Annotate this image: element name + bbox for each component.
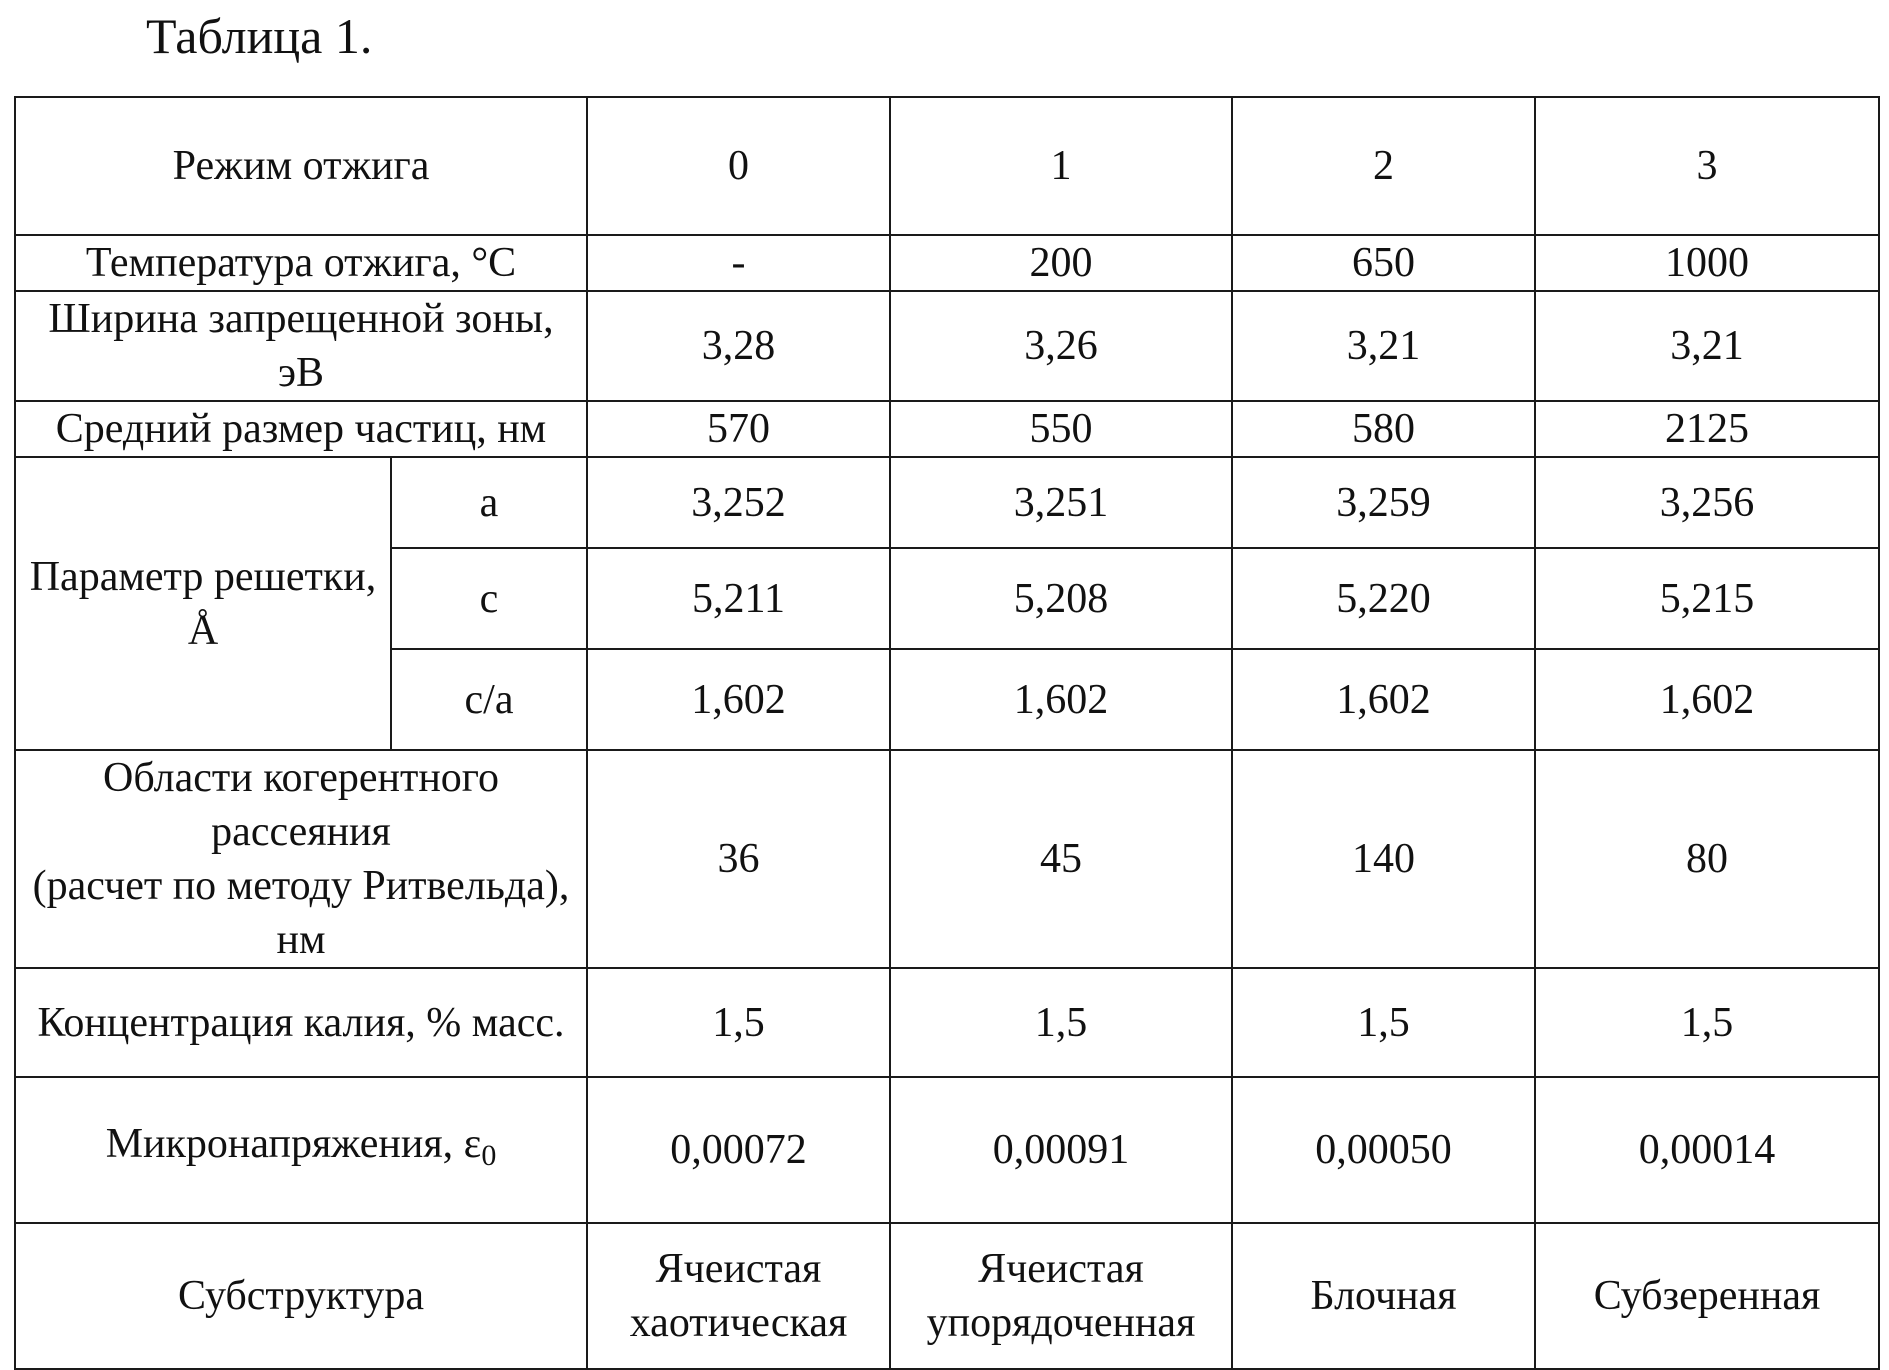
band-gap-label: Ширина запрещенной зоны, эВ [15, 291, 587, 401]
lattice-value: 5,208 [890, 548, 1232, 649]
substructure-label: Субструктура [15, 1223, 587, 1369]
particle-size-value: 550 [890, 401, 1232, 457]
table-row-mode [15, 97, 1879, 235]
coherent-scattering-value: 80 [1535, 750, 1879, 968]
lattice-param-name: c/a [391, 649, 587, 750]
lattice-value: 5,215 [1535, 548, 1879, 649]
lattice-value: 3,251 [890, 457, 1232, 548]
lattice-value: 5,220 [1232, 548, 1535, 649]
mode-2: 2 [1232, 97, 1535, 235]
annealing-table [14, 96, 1880, 1370]
substructure-value: Блочная [1232, 1223, 1535, 1369]
mode-0: 0 [587, 97, 890, 235]
lattice-label: Параметр решетки, Å [15, 457, 391, 750]
temperature-value: 1000 [1535, 235, 1879, 291]
table-row-potassium [15, 968, 1879, 1077]
table-row-lattice-a [15, 457, 1879, 548]
microstrain-label: Микронапряжения, ε [105, 1121, 482, 1167]
temperature-value: 200 [890, 235, 1232, 291]
substructure-value: Ячеистая хаотическая [587, 1223, 890, 1369]
lattice-value: 3,256 [1535, 457, 1879, 548]
microstrain-value: 0,00091 [890, 1077, 1232, 1223]
table-row-particle-size [15, 401, 1879, 457]
table-caption: Таблица 1. [146, 8, 373, 64]
substructure-value: Субзеренная [1535, 1223, 1879, 1369]
lattice-value: 1,602 [1232, 649, 1535, 750]
lattice-value: 3,252 [587, 457, 890, 548]
particle-size-value: 580 [1232, 401, 1535, 457]
lattice-value: 1,602 [890, 649, 1232, 750]
lattice-value: 1,602 [1535, 649, 1879, 750]
coherent-scattering-value: 140 [1232, 750, 1535, 968]
potassium-value: 1,5 [587, 968, 890, 1077]
band-gap-value: 3,21 [1232, 291, 1535, 401]
coherent-scattering-value: 36 [587, 750, 890, 968]
microstrain-value: 0,00014 [1535, 1077, 1879, 1223]
microstrain-label-cell [15, 1077, 587, 1223]
particle-size-value: 570 [587, 401, 890, 457]
lattice-param-name: a [391, 457, 587, 548]
temperature-label: Температура отжига, °С [15, 235, 587, 291]
potassium-value: 1,5 [890, 968, 1232, 1077]
temperature-value: - [587, 235, 890, 291]
table-row-band-gap [15, 291, 1879, 401]
band-gap-value: 3,21 [1535, 291, 1879, 401]
microstrain-value: 0,00050 [1232, 1077, 1535, 1223]
temperature-value: 650 [1232, 235, 1535, 291]
substructure-value: Ячеистая упорядоченная [890, 1223, 1232, 1369]
table-row-substructure [15, 1223, 1879, 1369]
lattice-param-name: c [391, 548, 587, 649]
microstrain-value: 0,00072 [587, 1077, 890, 1223]
band-gap-value: 3,28 [587, 291, 890, 401]
coherent-scattering-value: 45 [890, 750, 1232, 968]
microstrain-label-subscript: 0 [481, 1139, 497, 1172]
lattice-value: 1,602 [587, 649, 890, 750]
potassium-value: 1,5 [1535, 968, 1879, 1077]
coherent-scattering-label: Области когерентного рассеяния (расчет по методу Ритвельда), нм [15, 750, 587, 968]
particle-size-label: Средний размер частиц, нм [15, 401, 587, 457]
table-row-temperature [15, 235, 1879, 291]
mode-3: 3 [1535, 97, 1879, 235]
mode-header-label: Режим отжига [15, 97, 587, 235]
lattice-value: 5,211 [587, 548, 890, 649]
potassium-label: Концентрация калия, % масс. [15, 968, 587, 1077]
mode-1: 1 [890, 97, 1232, 235]
band-gap-value: 3,26 [890, 291, 1232, 401]
particle-size-value: 2125 [1535, 401, 1879, 457]
table-row-microstrain [15, 1077, 1879, 1223]
potassium-value: 1,5 [1232, 968, 1535, 1077]
lattice-value: 3,259 [1232, 457, 1535, 548]
table-row-coherent-scattering [15, 750, 1879, 968]
